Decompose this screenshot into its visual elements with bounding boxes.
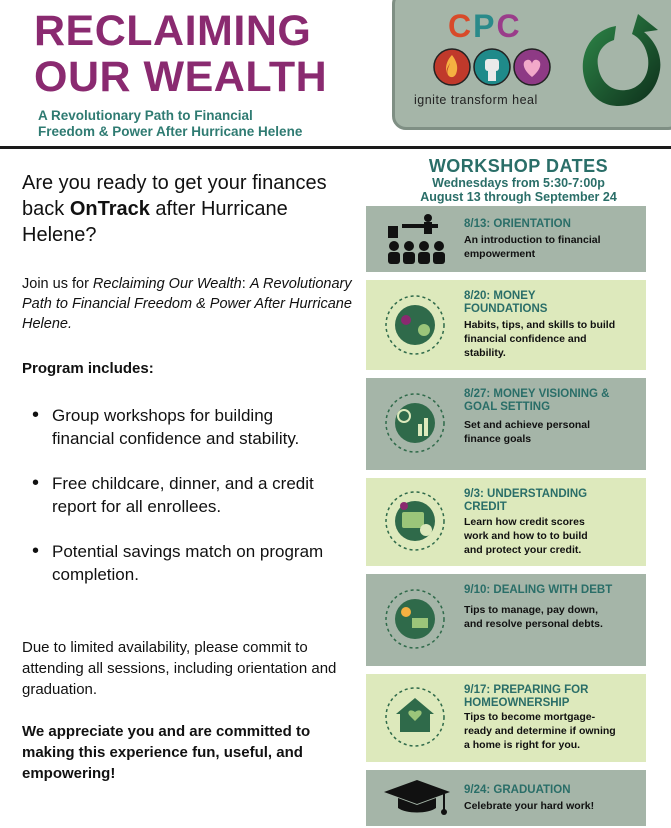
session-desc-line: and protect your credit. [464,544,582,556]
program-heading: Program includes: [22,360,154,377]
session-description [464,710,616,752]
list-item: • Free childcare, dinner, and a credit report for all enrollees. [30,472,330,518]
session-title-line: 9/10: DEALING WITH DEBT [464,584,613,596]
workshop-dates-heading: WORKSHOP DATES [428,156,609,176]
workshop-schedule-days: Wednesdays from 5:30-7:00p [432,176,605,190]
session-title-line: 8/27: MONEY VISIONING & [464,388,610,400]
session-desc-line: and resolve personal debts. [464,618,603,630]
title-line-2: OUR WEALTH [34,53,328,101]
session-description [464,515,588,557]
session-card-homeownership [366,674,646,762]
subtitle-line-2: Freedom & Power After Hurricane Helene [38,124,303,139]
header-divider [0,146,671,149]
session-title [464,290,547,316]
workshop-schedule-range: August 13 through September 24 [420,190,617,204]
heart-icon [514,49,550,85]
logo-letter-c1: C [448,8,474,44]
session-card-goal-setting [366,378,646,470]
goal-setting-icon [384,392,446,454]
lead-text-pre: Are you ready to get your finances back [22,172,327,220]
page-title [34,8,374,100]
availability-notice: Due to limited availability, please commit to attending all sessions, including orientation and graduation. [22,639,337,698]
graduation-cap-icon [380,776,454,820]
intro-italic-1: Reclaiming Our Wealth [92,276,242,292]
session-description [464,799,594,813]
session-title-line: FOUNDATIONS [464,303,548,315]
logo-letter-p: P [473,8,497,44]
presentation-audience-icon [384,214,454,268]
money-foundations-icon [384,294,446,356]
list-item: • Group workshops for building financial confidence and stability. [30,404,330,450]
session-title-line: 8/13: ORIENTATION [464,218,571,230]
session-description [464,318,615,360]
logo-letter-c2: C [496,8,522,44]
session-title-line: 9/17: PREPARING FOR [464,684,589,696]
session-desc-line: Habits, tips, and skills to build [464,319,616,331]
session-desc-line: finance goals [464,433,532,445]
session-title [464,488,587,514]
session-title-line: 9/3: UNDERSTANDING [464,488,588,500]
session-title [464,684,588,710]
session-description [464,233,601,261]
page-subtitle [38,108,368,140]
session-title [464,784,571,797]
lead-text-post: after Hurricane Helene? [22,198,288,246]
homeownership-icon [384,686,446,748]
session-desc-line: Tips to become mortgage- [464,711,596,723]
session-desc-line: Celebrate your hard work! [464,800,595,812]
session-title [464,218,571,231]
session-desc-line: empowerment [464,248,536,260]
session-card-money-foundations [366,280,646,370]
fist-icon [474,49,510,85]
session-desc-line: work and how to to build [464,530,588,542]
session-desc-line: ready and determine if owning [464,725,616,737]
flame-icon [434,49,470,85]
subtitle-line-1: A Revolutionary Path to Financial [38,108,253,123]
session-title-line: 9/24: GRADUATION [464,784,571,796]
logo-circles [432,47,552,87]
session-card-orientation [366,206,646,272]
session-desc-line: stability. [464,347,506,359]
cpc-logo-wordmark [448,8,522,45]
ontrack-arrow-logo [574,6,664,116]
lead-text-bold: OnTrack [69,198,150,220]
session-desc-line: Set and achieve personal [464,419,591,431]
session-card-understanding-credit [366,478,646,566]
session-card-graduation [366,770,646,826]
intro-pre: Join us for [22,276,93,292]
session-desc-line: An introduction to financial [464,234,601,246]
session-desc-line: a home is right for you. [464,739,581,751]
session-title [464,584,612,597]
debt-icon [384,588,446,650]
title-line-1: RECLAIMING [34,7,312,55]
credit-icon [384,490,446,552]
session-title-line: 8/20: MONEY [464,290,536,302]
session-desc-line: Tips to manage, pay down, [464,604,598,616]
list-item: • Potential savings match on program completion. [30,540,330,586]
session-title [464,388,610,414]
session-title-line: HOMEOWNERSHIP [464,697,570,709]
session-title-line: CREDIT [464,501,507,513]
session-title-line: GOAL SETTING [464,401,551,413]
lead-question [22,170,342,248]
session-desc-line: financial confidence and [464,333,587,345]
intro-paragraph [22,274,352,334]
logo-tagline: ignite transform heal [414,93,538,107]
intro-mid: : [241,276,250,292]
intro-italic-2: A Revolutionary Path to Financial Freedom & Power After Hurricane Helene. [22,276,352,332]
closing-statement: We appreciate you and are committed to making this experience fun, useful, and empowering! [22,723,311,782]
program-list [30,404,330,608]
session-desc-line: Learn how credit scores [464,516,585,528]
session-description [464,418,590,446]
session-card-dealing-with-debt [366,574,646,666]
session-description [464,603,603,631]
